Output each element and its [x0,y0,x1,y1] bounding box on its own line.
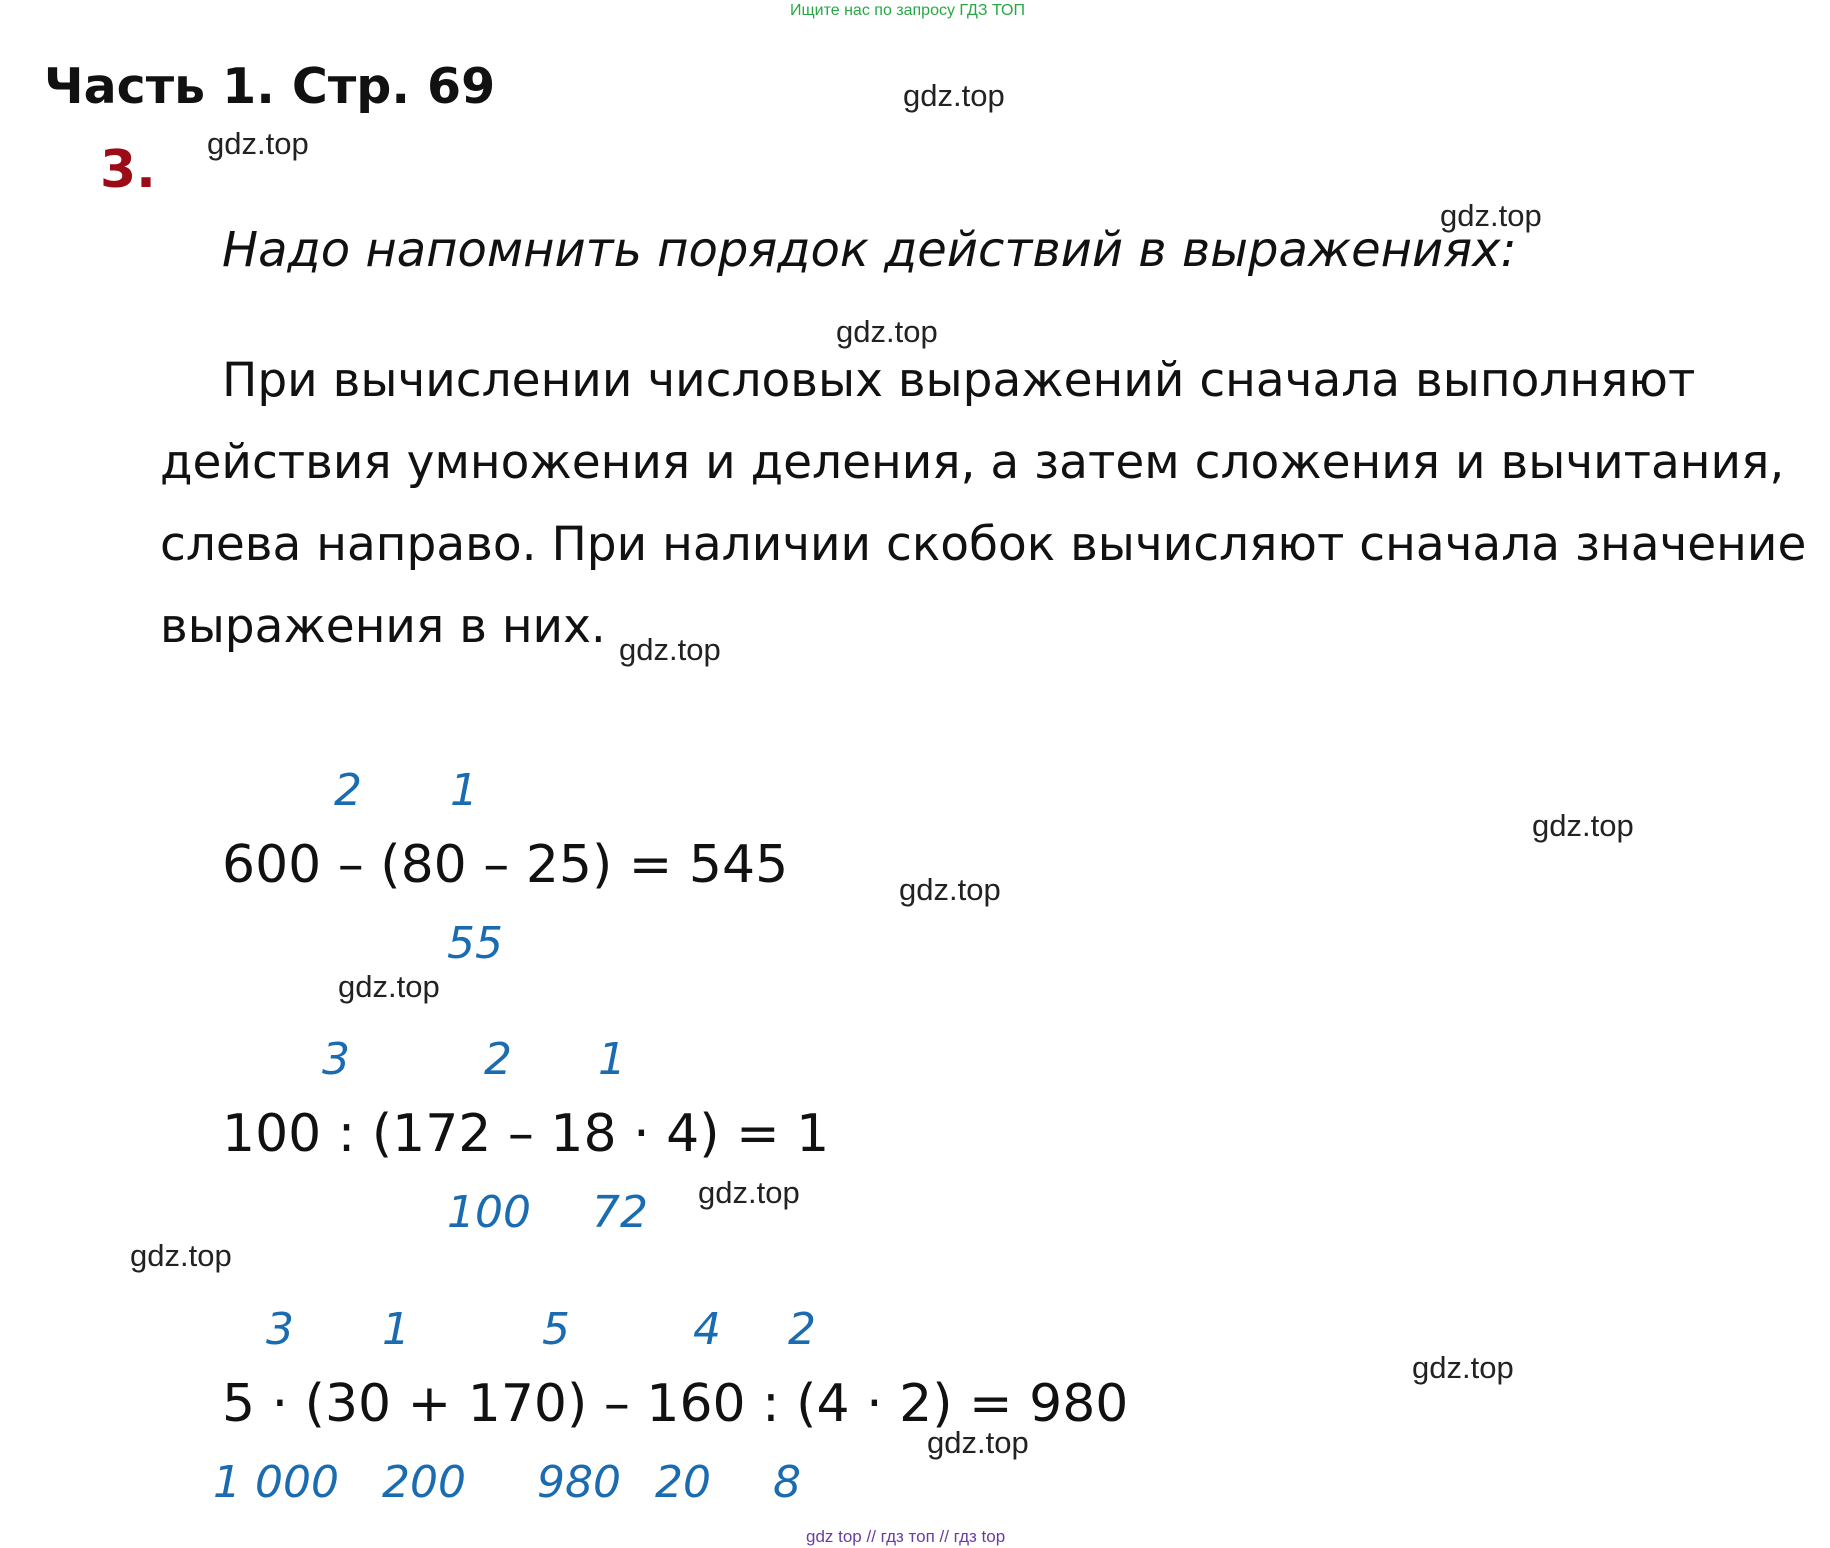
rule-line-2: действия умножения и деления, а затем сложения и вычитания, [160,435,1785,490]
watermark: gdz.top [1532,808,1634,843]
watermark: gdz.top [1440,198,1542,233]
order-mark: 3 [266,1304,294,1355]
order-mark: 2 [788,1304,816,1355]
result-value: 1 000 [213,1457,339,1508]
watermark: gdz.top [836,314,938,349]
rule-line-1: При вычислении числовых выражений сначала выполняют [222,353,1696,408]
expression-1: 600 – (80 – 25) = 545 [222,835,789,895]
watermark: gdz.top [903,78,1005,113]
page-title: Часть 1. Стр. 69 [44,58,496,115]
result-value: 980 [537,1457,621,1508]
order-mark: 2 [484,1034,512,1085]
task-number: 3. [100,140,156,200]
order-mark: 1 [598,1034,626,1085]
watermark: gdz.top [207,126,309,161]
watermark: gdz.top [899,872,1001,907]
order-mark: 1 [382,1304,410,1355]
result-value: 20 [655,1457,711,1508]
order-mark: 4 [693,1304,721,1355]
watermark: gdz.top [698,1175,800,1210]
order-mark: 2 [334,765,362,816]
rule-line-4: выражения в них. [160,599,606,654]
watermark: gdz.top [1412,1350,1514,1385]
watermark: gdz.top [927,1425,1029,1460]
rule-line-3: слева направо. При наличии скобок вычисляют сначала значение [160,517,1807,572]
watermark: gdz.top [130,1238,232,1273]
top-banner: Ищите нас по запросу ГДЗ ТОП [790,2,1025,19]
bottom-links[interactable]: gdz top // гдз топ // гдз top [806,1527,1006,1546]
rule-heading: Надо напомнить порядок действий в выражениях: [222,222,1517,278]
result-value: 8 [773,1457,801,1508]
expression-2: 100 : (172 – 18 · 4) = 1 [222,1104,830,1164]
result-value: 100 [447,1187,531,1238]
order-mark: 3 [322,1034,350,1085]
order-mark: 5 [542,1304,570,1355]
watermark: gdz.top [619,632,721,667]
order-mark: 1 [450,765,478,816]
watermark: gdz.top [338,969,440,1004]
expression-3: 5 · (30 + 170) – 160 : (4 · 2) = 980 [222,1374,1129,1434]
result-value: 72 [592,1187,648,1238]
result-value: 55 [447,918,503,969]
result-value: 200 [382,1457,466,1508]
